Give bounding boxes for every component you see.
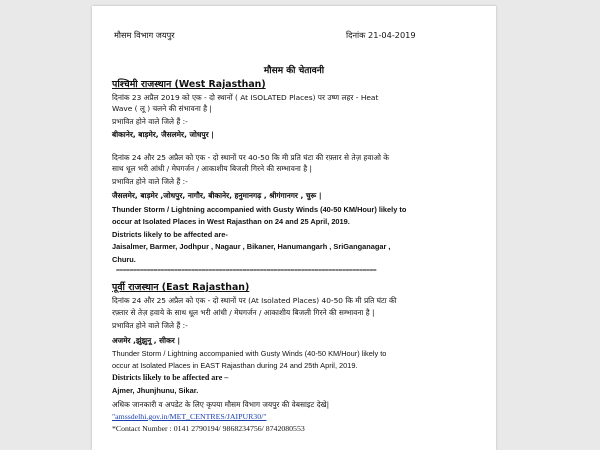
west-warning-1-line-2: Wave ( लू ) चलने की संभावना है | — [112, 104, 212, 113]
east-warning-line-1: दिनांक 24 और 25 अप्रैल को एक - दो स्थानों पर (At Isolated Places) 40-50 कि मी प्रति घंटा की — [112, 296, 397, 305]
west-warning-2-line-1: दिनांक 24 और 25 अप्रैल को एक - दो स्थानों पर 40-50 कि मी प्रति घंटा की रफ़्तार से तेज़ हवाओ के — [112, 153, 389, 162]
office-name: मौसम विभाग जयपुर — [114, 30, 175, 40]
contact-numbers: *Contact Number : 0141 2790194/ 9868234756/ 8742080553 — [112, 424, 305, 433]
website-link[interactable]: "amssdelhi.gov.in/MET_CENTRES/JAIPUR30/" — [112, 412, 267, 421]
west-english-districts-2: Churu. — [112, 255, 136, 264]
document-title: मौसम की चेतावनी — [263, 66, 325, 76]
issue-date: दिनांक 21-04-2019 — [346, 30, 416, 40]
west-districts-1: बीकानेर, बाड़मेर, जैसलमेर, जोधपुर | — [112, 130, 214, 139]
west-affected-label-2: प्रभावित होने वाले जिले हैं :- — [112, 177, 188, 186]
west-districts-2: जैसलमेर, बाड़मेर ,जोधपुर, नागौर, बीकानेर, हनुमानगढ़ , श्रीगंगानगर , चुरू | — [112, 191, 322, 200]
east-districts: अजमेर ,झुंझुनू , सीकर | — [112, 336, 181, 345]
west-warning-2-line-2: साथ धूल भरी आंधी / मेघगर्जन / आकाशीय बिजली गिरने की सम्भावना है | — [112, 164, 312, 173]
east-english-districts: Ajmer, Jhunjhunu, Sikar. — [112, 386, 199, 395]
east-rajasthan-heading: पूर्वी राजस्थान (East Rajasthan) — [112, 282, 250, 293]
west-affected-label-1: प्रभावित होने वाले जिले हैं :- — [112, 117, 188, 126]
east-english-line-2: occur at Isolated Places in EAST Rajasthan during 24 and 25th April, 2019. — [112, 361, 358, 370]
warning-document — [92, 6, 496, 450]
west-english-line-2: occur at Isolated Places in West Rajasthan on 24 and 25 April, 2019. — [112, 217, 350, 226]
west-english-districts-1: Jaisalmer, Barmer, Jodhpur , Nagaur , Bikaner, Hanumangarh , SriGanganagar , — [112, 242, 391, 251]
east-warning-line-2: रफ़्तार से तेज़ हवाये के साथ धूल भरी आंधी / मेघगर्जन / आकाशीय बिजली गिरने की सम्भावना है | — [112, 308, 375, 317]
east-affected-label: प्रभावित होने वाले जिले हैं :- — [112, 321, 188, 330]
section-separator: ============================================================================ — [116, 267, 377, 274]
east-english-affected: Districts likely to be affected are – — [112, 373, 229, 382]
west-rajasthan-heading: पश्चिमी राजस्थान (West Rajasthan) — [112, 79, 266, 90]
more-info-text: अधिक जानकारी व अपडेट के लिए कृपया मौसम विभाग जयपुर की वेबसाइट देखे| — [112, 400, 330, 409]
east-english-line-1: Thunder Storm / Lightning accompanied with Gusty Winds (40-50 KM/Hour) likely to — [112, 349, 387, 358]
west-english-line-1: Thunder Storm / Lightning accompanied with Gusty Winds (40-50 KM/Hour) likely to — [112, 205, 407, 214]
west-warning-1-line-1: दिनांक 23 अप्रैल 2019 को एक - दो स्थानों ( At ISOLATED Places) पर उष्ण लहर - Heat — [112, 93, 379, 102]
west-english-affected: Districts likely to be affected are- — [112, 230, 228, 239]
